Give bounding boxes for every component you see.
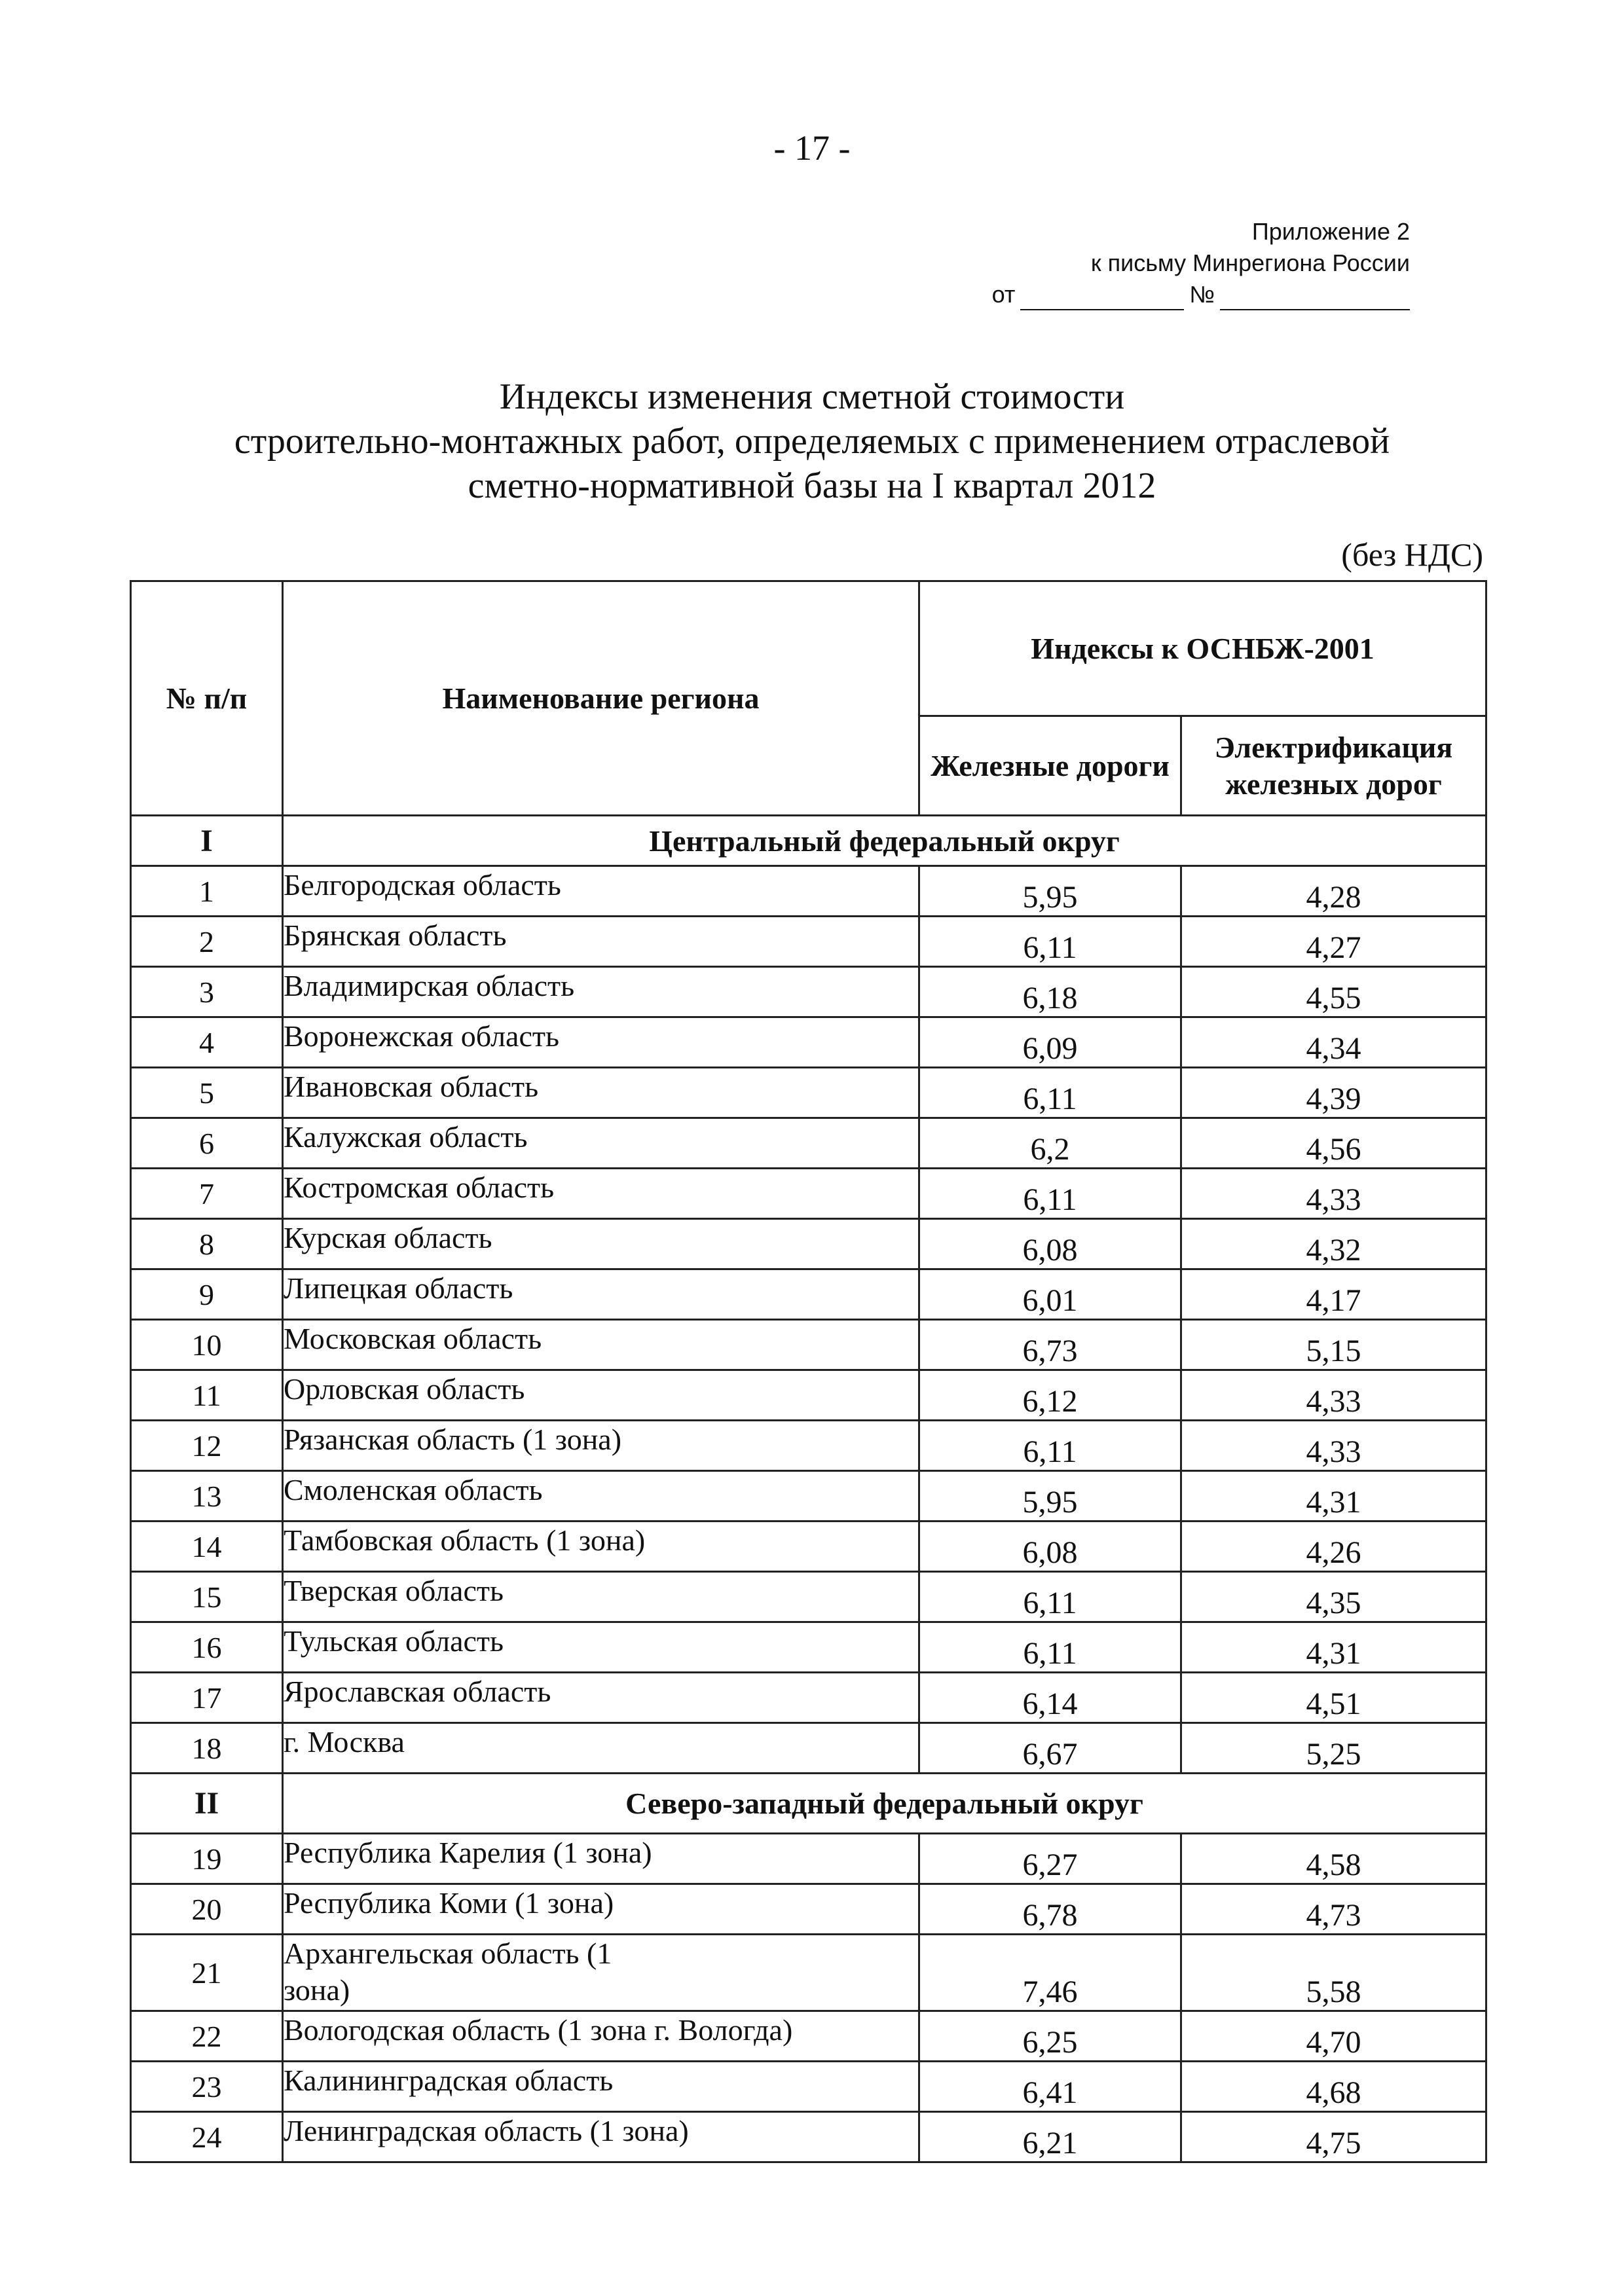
region-name: Тверская область [283, 1572, 919, 1622]
region-name: Липецкая область [283, 1269, 919, 1320]
railways-index: 6,11 [919, 1572, 1181, 1622]
row-number: 1 [131, 866, 283, 917]
electrification-index: 4,34 [1181, 1017, 1486, 1068]
table-row [131, 1522, 1486, 1572]
electrification-index: 4,35 [1181, 1572, 1486, 1622]
region-name: Московская область [283, 1320, 919, 1370]
page-number: - 17 - [773, 128, 851, 168]
row-number: 12 [131, 1421, 283, 1471]
row-number: 11 [131, 1370, 283, 1421]
row-number: 5 [131, 1068, 283, 1118]
railways-index: 6,73 [919, 1320, 1181, 1370]
electrification-index: 4,17 [1181, 1269, 1486, 1320]
table-row [131, 1219, 1486, 1269]
row-number: 8 [131, 1219, 283, 1269]
electrification-index: 4,51 [1181, 1673, 1486, 1723]
electrification-index: 5,58 [1181, 1935, 1486, 2011]
electrification-index: 4,27 [1181, 917, 1486, 967]
table-row [131, 1673, 1486, 1723]
table-row [131, 2011, 1486, 2062]
header-indices: Индексы к ОСНБЖ-2001 [919, 581, 1486, 716]
region-name: Ярославская область [283, 1673, 919, 1723]
electrification-index: 4,70 [1181, 2011, 1486, 2062]
document-title [0, 374, 1624, 508]
electrification-index: 5,25 [1181, 1723, 1486, 1774]
appendix-note [992, 216, 1410, 310]
row-number: 18 [131, 1723, 283, 1774]
row-number: 3 [131, 967, 283, 1017]
railways-index: 6,67 [919, 1723, 1181, 1774]
from-label: от [991, 281, 1016, 308]
region-name: Орловская область [283, 1370, 919, 1421]
row-number: 13 [131, 1471, 283, 1522]
title-line-2: строительно-монтажных работ, определяемых с применением отраслевой [234, 421, 1390, 462]
vat-note: (без НДС) [1341, 536, 1483, 573]
row-number: 23 [131, 2062, 283, 2112]
railways-index: 5,95 [919, 866, 1181, 917]
region-name: Калининградская область [283, 2062, 919, 2112]
railways-index: 6,11 [919, 1169, 1181, 1219]
region-name: Воронежская область [283, 1017, 919, 1068]
electrification-index: 4,31 [1181, 1471, 1486, 1522]
railways-index: 6,11 [919, 1622, 1181, 1673]
table-row [131, 1723, 1486, 1774]
electrification-index: 4,28 [1181, 866, 1486, 917]
title-line-1: Индексы изменения сметной стоимости [499, 376, 1125, 417]
railways-index: 6,25 [919, 2011, 1181, 2062]
region-name: Ивановская область [283, 1068, 919, 1118]
railways-index: 6,11 [919, 1068, 1181, 1118]
table-row [131, 1017, 1486, 1068]
region-name: Белгородская область [283, 866, 919, 917]
table-row [131, 1935, 1486, 2011]
railways-index: 6,01 [919, 1269, 1181, 1320]
region-name: Калужская область [283, 1118, 919, 1169]
electrification-index: 5,15 [1181, 1320, 1486, 1370]
region-name: Республика Карелия (1 зона) [283, 1834, 919, 1884]
electrification-index: 4,26 [1181, 1522, 1486, 1572]
header-electrification: Электрификация железных дорог [1181, 716, 1486, 816]
appendix-title: Приложение 2 [1251, 218, 1410, 245]
row-number: 22 [131, 2011, 283, 2062]
region-name: Тульская область [283, 1622, 919, 1673]
railways-index: 6,08 [919, 1522, 1181, 1572]
row-number: 7 [131, 1169, 283, 1219]
table-row [131, 1622, 1486, 1673]
electrification-index: 4,33 [1181, 1169, 1486, 1219]
railways-index: 6,21 [919, 2112, 1181, 2162]
region-name: г. Москва [283, 1723, 919, 1774]
railways-index: 6,11 [919, 1421, 1181, 1471]
row-number: 4 [131, 1017, 283, 1068]
row-number: 2 [131, 917, 283, 967]
appendix-letter-ref: к письму Минрегиона России [1090, 249, 1410, 276]
electrification-index: 4,32 [1181, 1219, 1486, 1269]
table-row [131, 1320, 1486, 1370]
electrification-index: 4,33 [1181, 1370, 1486, 1421]
indices-table [130, 580, 1487, 2163]
railways-index: 5,95 [919, 1471, 1181, 1522]
electrification-index: 4,55 [1181, 967, 1486, 1017]
region-name: Владимирская область [283, 967, 919, 1017]
table-row [131, 1370, 1486, 1421]
table-body [131, 816, 1486, 2162]
header-railways: Железные дороги [919, 716, 1181, 816]
row-number: 15 [131, 1572, 283, 1622]
section-row [131, 816, 1486, 866]
railways-index: 7,46 [919, 1935, 1181, 2011]
electrification-index: 4,73 [1181, 1884, 1486, 1935]
table-row [131, 1421, 1486, 1471]
number-blank [1220, 284, 1410, 310]
electrification-index: 4,39 [1181, 1068, 1486, 1118]
electrification-index: 4,31 [1181, 1622, 1486, 1673]
electrification-index: 4,58 [1181, 1834, 1486, 1884]
table-row [131, 1884, 1486, 1935]
railways-index: 6,08 [919, 1219, 1181, 1269]
table-row [131, 1471, 1486, 1522]
railways-index: 6,12 [919, 1370, 1181, 1421]
region-name: Смоленская область [283, 1471, 919, 1522]
row-number: 10 [131, 1320, 283, 1370]
electrification-index: 4,56 [1181, 1118, 1486, 1169]
railways-index: 6,41 [919, 2062, 1181, 2112]
table-row [131, 1572, 1486, 1622]
row-number: 20 [131, 1884, 283, 1935]
table-row [131, 1834, 1486, 1884]
table-row [131, 1118, 1486, 1169]
title-line-3: сметно-нормативной базы на I квартал 2012 [468, 465, 1156, 506]
date-blank [1020, 284, 1184, 310]
region-name: Ленинградская область (1 зона) [283, 2112, 919, 2162]
row-number: 19 [131, 1834, 283, 1884]
section-name: Центральный федеральный округ [283, 816, 1486, 866]
railways-index: 6,09 [919, 1017, 1181, 1068]
electrification-index: 4,33 [1181, 1421, 1486, 1471]
row-number: 17 [131, 1673, 283, 1723]
table-row [131, 1169, 1486, 1219]
table-row [131, 866, 1486, 917]
row-number: 9 [131, 1269, 283, 1320]
region-name: Вологодская область (1 зона г. Вологда) [283, 2011, 919, 2062]
region-name: Республика Коми (1 зона) [283, 1884, 919, 1935]
electrification-index: 4,68 [1181, 2062, 1486, 2112]
section-name: Северо-западный федеральный округ [283, 1774, 1486, 1834]
row-number: 24 [131, 2112, 283, 2162]
table-row [131, 967, 1486, 1017]
row-number: 6 [131, 1118, 283, 1169]
railways-index: 6,27 [919, 1834, 1181, 1884]
table-row [131, 2112, 1486, 2162]
region-name: Костромская область [283, 1169, 919, 1219]
section-number: I [131, 816, 283, 866]
region-name: Брянская область [283, 917, 919, 967]
row-number: 16 [131, 1622, 283, 1673]
header-num: № п/п [131, 581, 283, 816]
section-number: II [131, 1774, 283, 1834]
table-row [131, 2062, 1486, 2112]
row-number: 21 [131, 1935, 283, 2011]
number-label: № [1189, 281, 1215, 308]
railways-index: 6,78 [919, 1884, 1181, 1935]
header-region: Наименование региона [283, 581, 919, 816]
railways-index: 6,11 [919, 917, 1181, 967]
section-row [131, 1774, 1486, 1834]
electrification-index: 4,75 [1181, 2112, 1486, 2162]
table-row [131, 1269, 1486, 1320]
row-number: 14 [131, 1522, 283, 1572]
railways-index: 6,18 [919, 967, 1181, 1017]
table-row [131, 917, 1486, 967]
railways-index: 6,14 [919, 1673, 1181, 1723]
appendix-date-number-line [992, 279, 1410, 310]
region-name: Курская область [283, 1219, 919, 1269]
railways-index: 6,2 [919, 1118, 1181, 1169]
region-name: Архангельская область (1 зона) [283, 1935, 919, 2011]
region-name: Тамбовская область (1 зона) [283, 1522, 919, 1572]
table-row [131, 1068, 1486, 1118]
region-name: Рязанская область (1 зона) [283, 1421, 919, 1471]
